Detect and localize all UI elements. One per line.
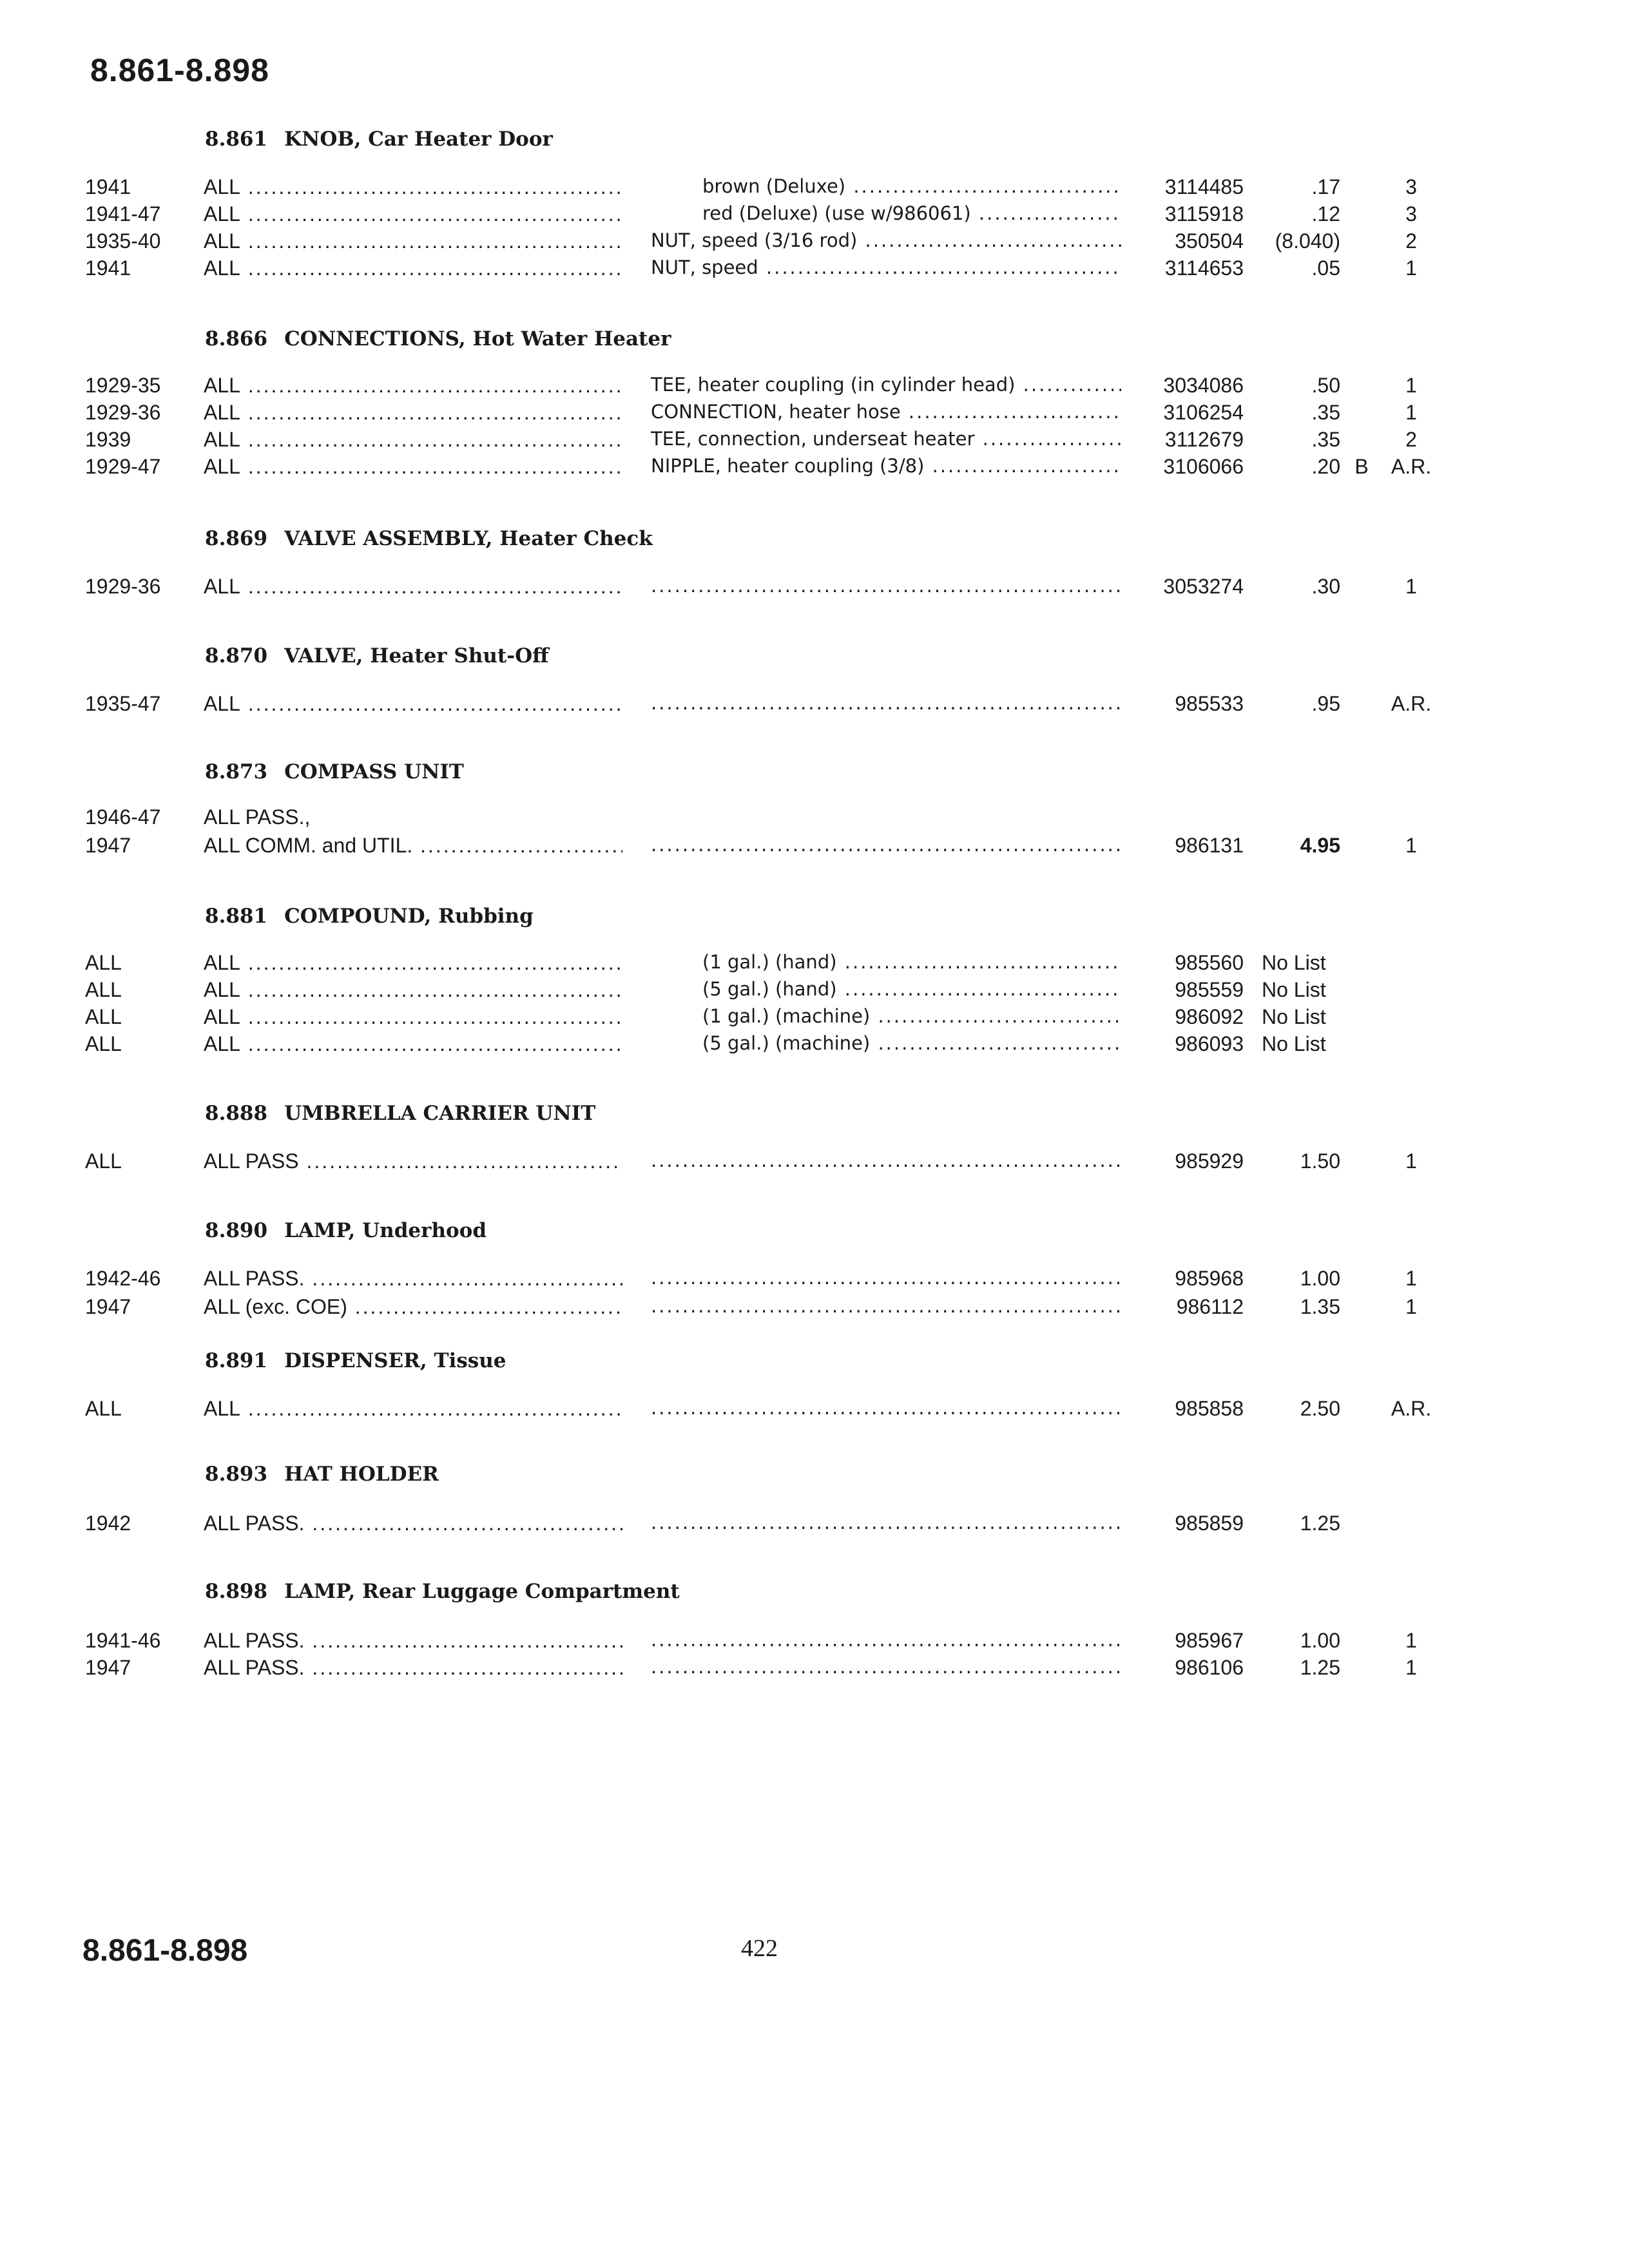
year-cell: 1941	[85, 256, 131, 280]
year-cell: 1941	[85, 175, 131, 198]
year-cell: 1935-47	[85, 692, 161, 715]
model-cell: ALL .....	[204, 692, 622, 716]
quantity-cell: 1	[1405, 1656, 1417, 1679]
quantity-cell: 3	[1405, 202, 1417, 226]
page-number: 422	[741, 1935, 778, 1962]
price-cell: 1.00	[1300, 1267, 1340, 1290]
model-cell: ALL .....	[204, 175, 622, 199]
model-cell: ALL (exc. COE) .....	[204, 1295, 622, 1319]
flag-cell: B	[1354, 455, 1369, 478]
model-cell: ALL PASS.,	[204, 805, 311, 829]
description-cell	[651, 1295, 1121, 1317]
year-cell: 1929-35	[85, 374, 161, 397]
description-cell	[651, 1149, 1121, 1171]
year-cell: ALL	[85, 1005, 122, 1028]
part-number-cell: 3112679	[1164, 428, 1244, 451]
part-number-cell: 985560	[1175, 951, 1244, 974]
description-cell: NUT, speed .....	[651, 256, 1121, 278]
part-number-cell: 3053274	[1163, 575, 1244, 598]
part-number-cell: 3114653	[1164, 256, 1244, 280]
part-row	[0, 1295, 1629, 1322]
part-row	[0, 256, 1629, 284]
quantity-cell: 1	[1405, 256, 1417, 280]
section-title	[205, 644, 549, 668]
year-cell: ALL	[85, 1032, 122, 1055]
part-row	[0, 805, 1629, 832]
model-cell: ALL .....	[204, 374, 622, 398]
section-code: 8.881	[205, 905, 268, 928]
price-cell: 1.35	[1300, 1295, 1340, 1318]
section-name: CONNECTIONS, Hot Water Heater	[284, 327, 671, 351]
description-cell	[651, 834, 1121, 856]
quantity-cell: 1	[1405, 1295, 1417, 1318]
description-cell: CONNECTION, heater hose .....	[651, 401, 1121, 423]
section-title	[205, 327, 671, 351]
year-cell: 1929-47	[85, 455, 161, 478]
description-cell: red (Deluxe) (use w/986061) .....	[651, 202, 1121, 224]
section-title	[205, 1463, 439, 1486]
section-title	[205, 760, 464, 783]
year-cell: 1929-36	[85, 575, 161, 598]
price-cell: .35	[1311, 428, 1340, 451]
part-number-cell: 3106066	[1163, 455, 1244, 478]
part-number-cell: 3034086	[1163, 374, 1244, 397]
year-cell: ALL	[85, 951, 122, 974]
quantity-cell: 1	[1405, 401, 1417, 424]
section-title	[205, 1219, 487, 1242]
quantity-cell: 2	[1405, 229, 1417, 253]
year-cell: 1946-47	[85, 805, 161, 829]
price-cell: .30	[1311, 575, 1340, 598]
part-number-cell: 986092	[1175, 1005, 1244, 1028]
quantity-cell: 1	[1405, 1629, 1417, 1652]
description-cell	[651, 575, 1121, 597]
year-cell: ALL	[85, 1149, 122, 1173]
year-cell: 1942-46	[85, 1267, 161, 1290]
quantity-cell: 2	[1405, 428, 1417, 451]
part-number-cell: 986093	[1175, 1032, 1244, 1055]
part-number-cell: 3115918	[1164, 202, 1244, 226]
section-title	[205, 128, 553, 151]
section-code: 8.891	[205, 1349, 268, 1372]
price-cell: .95	[1311, 692, 1340, 715]
price-cell: No List	[1262, 951, 1326, 974]
description-cell: (1 gal.) (machine) .....	[651, 1005, 1121, 1027]
model-cell: ALL .....	[204, 951, 622, 975]
model-cell: ALL .....	[204, 1397, 622, 1421]
part-row	[0, 455, 1629, 482]
section-code: 8.898	[205, 1580, 268, 1603]
part-row	[0, 978, 1629, 1005]
section-code: 8.870	[205, 644, 268, 668]
quantity-cell: 1	[1405, 575, 1417, 598]
price-cell: No List	[1262, 1032, 1326, 1055]
price-cell: 4.95	[1300, 834, 1340, 857]
model-cell: ALL .....	[204, 256, 622, 280]
part-number-cell: 3114485	[1164, 175, 1244, 198]
model-cell: ALL .....	[204, 428, 622, 452]
part-number-cell: 985967	[1175, 1629, 1244, 1652]
part-number-cell: 986106	[1175, 1656, 1244, 1679]
section-name: VALVE ASSEMBLY, Heater Check	[284, 527, 653, 550]
model-cell: ALL .....	[204, 1032, 622, 1056]
part-row	[0, 1512, 1629, 1539]
part-row	[0, 1656, 1629, 1683]
description-cell: brown (Deluxe) .....	[651, 175, 1121, 197]
year-cell: 1929-36	[85, 401, 161, 424]
year-cell: 1947	[85, 834, 131, 857]
quantity-cell: A.R.	[1391, 692, 1432, 715]
section-name: LAMP, Underhood	[284, 1219, 487, 1242]
description-cell	[651, 1629, 1121, 1651]
part-row	[0, 374, 1629, 401]
part-row	[0, 1032, 1629, 1059]
description-cell	[651, 1267, 1121, 1289]
model-cell: ALL PASS .....	[204, 1149, 622, 1173]
part-row	[0, 1629, 1629, 1656]
price-cell: No List	[1262, 978, 1326, 1001]
price-cell: 1.25	[1300, 1512, 1340, 1535]
year-cell: 1941-47	[85, 202, 161, 226]
price-cell: (8.040)	[1275, 229, 1340, 253]
part-row	[0, 401, 1629, 428]
model-cell: ALL PASS. .....	[204, 1267, 622, 1291]
section-title	[205, 1349, 506, 1372]
price-cell: 1.50	[1300, 1149, 1340, 1173]
description-cell: (5 gal.) (machine) .....	[651, 1032, 1121, 1054]
year-cell: 1939	[85, 428, 131, 451]
section-code: 8.873	[205, 760, 268, 783]
quantity-cell: 1	[1405, 374, 1417, 397]
part-row	[0, 1149, 1629, 1177]
page-footer-range: 8.861-8.898	[82, 1934, 248, 1968]
part-row	[0, 1267, 1629, 1294]
section-code: 8.893	[205, 1463, 268, 1486]
year-cell: ALL	[85, 1397, 122, 1420]
section-name: LAMP, Rear Luggage Compartment	[284, 1580, 680, 1603]
part-number-cell: 985559	[1175, 978, 1244, 1001]
part-number-cell: 985859	[1175, 1512, 1244, 1535]
model-cell: ALL PASS. .....	[204, 1512, 622, 1535]
price-cell: .12	[1311, 202, 1340, 226]
description-cell: TEE, connection, underseat heater .....	[651, 428, 1121, 450]
section-code: 8.869	[205, 527, 268, 550]
section-title	[205, 527, 653, 550]
section-code: 8.888	[205, 1102, 268, 1125]
section-name: VALVE, Heater Shut-Off	[284, 644, 549, 668]
price-cell: 1.00	[1300, 1629, 1340, 1652]
quantity-cell: A.R.	[1391, 1397, 1432, 1420]
description-cell: (5 gal.) (hand) .....	[651, 978, 1121, 1000]
part-row	[0, 1397, 1629, 1424]
model-cell: ALL .....	[204, 978, 622, 1002]
part-row	[0, 175, 1629, 202]
part-number-cell: 985858	[1175, 1397, 1244, 1420]
section-title	[205, 905, 534, 928]
model-cell: ALL PASS. .....	[204, 1629, 622, 1653]
section-name: HAT HOLDER	[284, 1463, 439, 1486]
section-name: COMPOUND, Rubbing	[284, 905, 534, 928]
quantity-cell: 1	[1405, 1267, 1417, 1290]
model-cell: ALL .....	[204, 575, 622, 599]
section-name: DISPENSER, Tissue	[284, 1349, 506, 1372]
section-name: UMBRELLA CARRIER UNIT	[284, 1102, 596, 1125]
description-cell: NIPPLE, heater coupling (3/8) .....	[651, 455, 1121, 477]
year-cell: ALL	[85, 978, 122, 1001]
price-cell: .20	[1311, 455, 1340, 478]
part-number-cell: 3106254	[1163, 401, 1244, 424]
section-title	[205, 1102, 595, 1125]
model-cell: ALL .....	[204, 1005, 622, 1029]
model-cell: ALL .....	[204, 229, 622, 253]
quantity-cell: 1	[1405, 834, 1417, 857]
part-number-cell: 986131	[1175, 834, 1244, 857]
price-cell: No List	[1262, 1005, 1326, 1028]
part-number-cell: 986112	[1176, 1295, 1244, 1318]
model-cell: ALL .....	[204, 202, 622, 226]
part-row	[0, 951, 1629, 978]
price-cell: 1.25	[1300, 1656, 1340, 1679]
part-row	[0, 834, 1629, 861]
model-cell: ALL .....	[204, 455, 622, 479]
quantity-cell: 3	[1405, 175, 1417, 198]
page-header-range: 8.861-8.898	[90, 52, 269, 88]
part-row	[0, 575, 1629, 602]
price-cell: .50	[1311, 374, 1340, 397]
part-row	[0, 428, 1629, 455]
year-cell: 1942	[85, 1512, 131, 1535]
quantity-cell: 1	[1405, 1149, 1417, 1173]
year-cell: 1935-40	[85, 229, 161, 253]
section-code: 8.861	[205, 128, 268, 151]
part-number-cell: 985968	[1175, 1267, 1244, 1290]
year-cell: 1947	[85, 1295, 131, 1318]
part-number-cell: 985533	[1175, 692, 1244, 715]
description-cell	[651, 1512, 1121, 1533]
section-name: KNOB, Car Heater Door	[284, 128, 553, 151]
price-cell: 2.50	[1300, 1397, 1340, 1420]
section-code: 8.890	[205, 1219, 268, 1242]
description-cell: NUT, speed (3/16 rod) .....	[651, 229, 1121, 251]
description-cell: TEE, heater coupling (in cylinder head) .....	[651, 374, 1121, 396]
part-number-cell: 985929	[1175, 1149, 1244, 1173]
description-cell	[651, 692, 1121, 714]
year-cell: 1947	[85, 1656, 131, 1679]
price-cell: .17	[1311, 175, 1340, 198]
model-cell: ALL COMM. and UTIL. .....	[204, 834, 622, 858]
part-row	[0, 229, 1629, 256]
part-row	[0, 692, 1629, 719]
section-code: 8.866	[205, 327, 268, 351]
description-cell	[651, 1397, 1121, 1419]
year-cell: 1941-46	[85, 1629, 161, 1652]
description-cell: (1 gal.) (hand) .....	[651, 951, 1121, 973]
price-cell: .35	[1311, 401, 1340, 424]
quantity-cell: A.R.	[1391, 455, 1432, 478]
part-number-cell: 350504	[1175, 229, 1244, 253]
price-cell: .05	[1311, 256, 1340, 280]
model-cell: ALL PASS. .....	[204, 1656, 622, 1680]
model-cell: ALL .....	[204, 401, 622, 425]
section-title	[205, 1580, 680, 1603]
part-row	[0, 1005, 1629, 1032]
description-cell	[651, 1656, 1121, 1678]
part-row	[0, 202, 1629, 229]
section-name: COMPASS UNIT	[284, 760, 465, 783]
